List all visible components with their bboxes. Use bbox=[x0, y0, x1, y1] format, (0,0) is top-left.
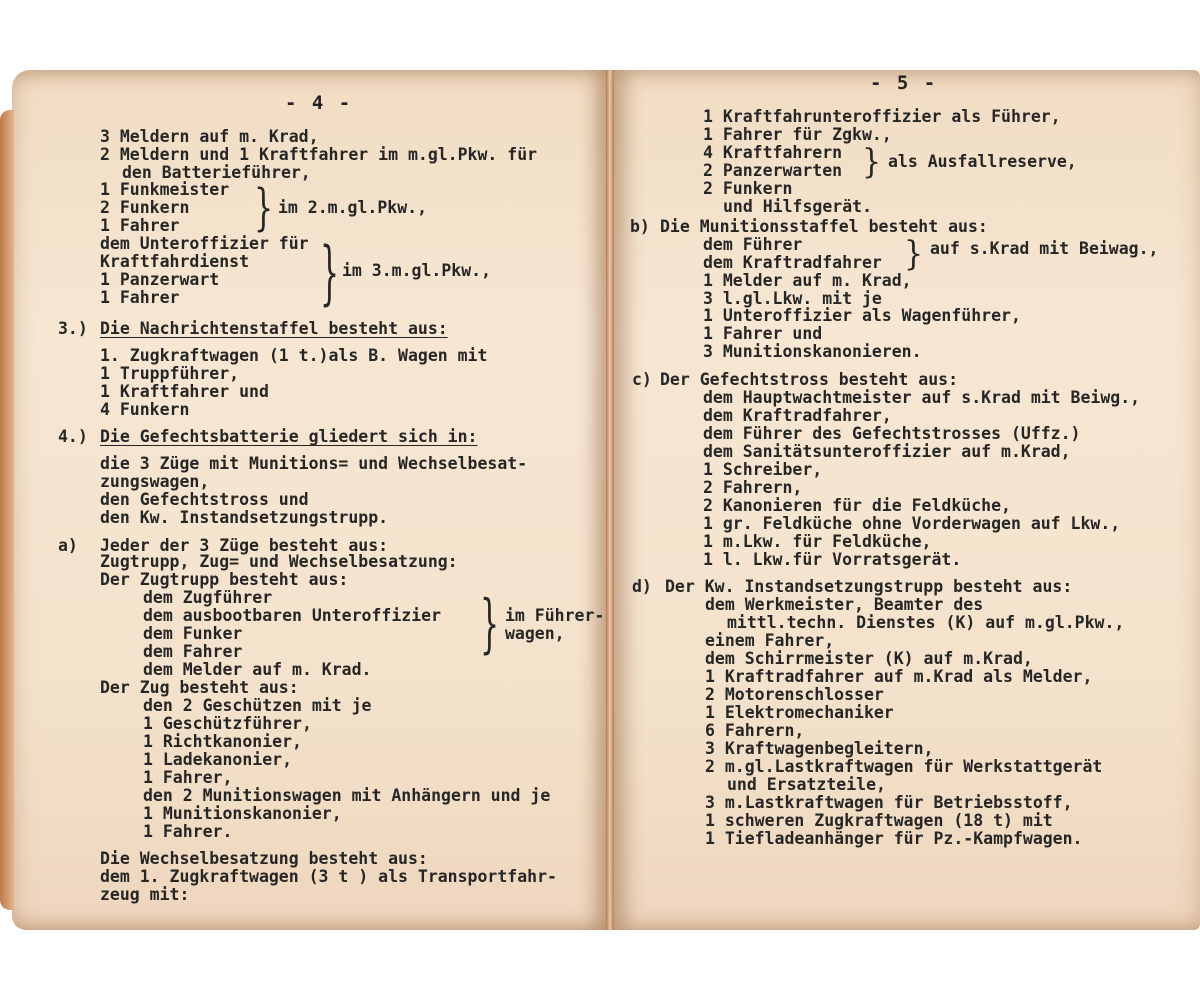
text-line: 3 l.gl.Lkw. mit je bbox=[703, 289, 882, 308]
text-line: dem ausbootbaren Unteroffizier bbox=[143, 606, 442, 625]
text-line: im 2.m.gl.Pkw., bbox=[278, 198, 428, 217]
text-line: 1 Fahrer bbox=[100, 216, 180, 235]
text-line: 2 Fahrern, bbox=[703, 478, 803, 497]
text-line: den 2 Geschützen mit je bbox=[143, 696, 372, 715]
text-line: Jeder der 3 Züge besteht aus: bbox=[100, 536, 389, 555]
text-line: dem Werkmeister, Beamter des bbox=[705, 595, 984, 614]
text-line: einem Fahrer, bbox=[705, 631, 835, 650]
text-line: 1. Zugkraftwagen (1 t.)als B. Wagen mit bbox=[100, 346, 488, 365]
text-line: den Kw. Instandsetzungstrupp. bbox=[100, 508, 389, 527]
book-spine bbox=[606, 70, 614, 930]
text-line: 3.) bbox=[58, 319, 88, 338]
text-line: zeug mit: bbox=[100, 885, 190, 904]
text-line: 1 Kraftfahrer und bbox=[100, 382, 269, 401]
text-line: 2 Funkern bbox=[100, 198, 190, 217]
brace-right-1: } bbox=[862, 143, 882, 183]
text-line: dem Fahrer bbox=[143, 642, 243, 661]
text-line: dem Kraftradfahrer bbox=[703, 253, 882, 272]
text-line: 1 Richtkanonier, bbox=[143, 732, 302, 751]
text-line: 1 Ladekanonier, bbox=[143, 750, 293, 769]
left_page-number: - 4 - bbox=[285, 92, 353, 114]
text-line: c) bbox=[632, 370, 652, 389]
text-line: 1 Kraftradfahrer auf m.Krad als Melder, bbox=[705, 667, 1093, 686]
text-line: dem Funker bbox=[143, 624, 243, 643]
text-line: 1 Fahrer für Zgkw., bbox=[703, 125, 892, 144]
text-line: 1 Fahrer. bbox=[143, 822, 233, 841]
text-line: 2 Funkern bbox=[703, 179, 793, 198]
text-line: Die Gefechtsbatterie gliedert sich in: bbox=[100, 427, 478, 446]
text-line: 4 Funkern bbox=[100, 400, 190, 419]
text-line: Die Nachrichtenstaffel besteht aus: bbox=[100, 319, 448, 338]
text-line: 1 Kraftfahrunteroffizier als Führer, bbox=[703, 107, 1061, 126]
text-line: wagen, bbox=[505, 624, 565, 643]
text-line: 2 m.gl.Lastkraftwagen für Werkstattgerät bbox=[705, 757, 1103, 776]
text-line: 3 Meldern auf m. Krad, bbox=[100, 127, 319, 146]
text-line: 2 Motorenschlosser bbox=[705, 685, 884, 704]
text-line: 1 Unteroffizier als Wagenführer, bbox=[703, 306, 1021, 325]
right_page-number: - 5 - bbox=[870, 72, 938, 94]
text-line: im Führer- bbox=[505, 606, 605, 625]
text-line: dem Hauptwachtmeister auf s.Krad mit Beiwg., bbox=[703, 388, 1141, 407]
text-line: den 2 Munitionswagen mit Anhängern und je bbox=[143, 786, 551, 805]
text-line: 1 l. Lkw.für Vorratsgerät. bbox=[703, 550, 962, 569]
text-line: und Hilfsgerät. bbox=[723, 197, 873, 216]
text-line: a) bbox=[58, 536, 78, 555]
text-line: 6 Fahrern, bbox=[705, 721, 805, 740]
text-line: 2 Panzerwarten bbox=[703, 161, 843, 180]
text-line: 1 gr. Feldküche ohne Vorderwagen auf Lkw., bbox=[703, 514, 1121, 533]
brace-right-2: } bbox=[904, 235, 924, 275]
text-line: dem 1. Zugkraftwagen (3 t ) als Transportfahr- bbox=[100, 867, 557, 886]
text-line: d) bbox=[632, 577, 652, 596]
text-line: Die Wechselbesatzung besteht aus: bbox=[100, 849, 428, 868]
text-line: 1 Truppführer, bbox=[100, 364, 240, 383]
text-line: dem Führer bbox=[703, 235, 803, 254]
text-line: im 3.m.gl.Pkw., bbox=[342, 261, 492, 280]
text-line: 1 Fahrer bbox=[100, 288, 180, 307]
text-line: 1 Fahrer und bbox=[703, 324, 823, 343]
text-line: 2 Meldern und 1 Kraftfahrer im m.gl.Pkw. für bbox=[100, 145, 538, 164]
text-line: mittl.techn. Dienstes (K) auf m.gl.Pkw., bbox=[727, 613, 1125, 632]
text-line: 2 Kanonieren für die Feldküche, bbox=[703, 496, 1011, 515]
text-line: dem Unteroffizier für bbox=[100, 234, 309, 253]
text-line: dem Melder auf m. Krad. bbox=[143, 660, 372, 679]
text-line: 4.) bbox=[58, 427, 88, 446]
text-line: b) bbox=[630, 217, 650, 236]
text-line: als Ausfallreserve, bbox=[888, 152, 1077, 171]
text-line: Der Kw. Instandsetzungstrupp besteht aus: bbox=[665, 577, 1073, 596]
text-line: 1 Munitionskanonier, bbox=[143, 804, 342, 823]
text-line: dem Zugführer bbox=[143, 588, 273, 607]
text-line: dem Schirrmeister (K) auf m.Krad, bbox=[705, 649, 1033, 668]
text-line: den Batterieführer, bbox=[122, 163, 311, 182]
text-line: 1 Elektromechaniker bbox=[705, 703, 894, 722]
text-line: dem Führer des Gefechtstrosses (Uffz.) bbox=[703, 424, 1081, 443]
text-line: Der Zug besteht aus: bbox=[100, 678, 299, 697]
brace-left-3: } bbox=[480, 588, 500, 663]
text-line: und Ersatzteile, bbox=[727, 775, 886, 794]
text-line: 1 Melder auf m. Krad, bbox=[703, 271, 912, 290]
text-line: Kraftfahrdienst bbox=[100, 252, 250, 271]
text-line: Der Gefechtstross besteht aus: bbox=[660, 370, 959, 389]
text-line: den Gefechtstross und bbox=[100, 490, 309, 509]
text-line: Der Zugtrupp besteht aus: bbox=[100, 570, 349, 589]
text-line: dem Sanitätsunteroffizier auf m.Krad, bbox=[703, 442, 1071, 461]
text-line: 1 Tiefladeanhänger für Pz.-Kampfwagen. bbox=[705, 829, 1083, 848]
text-line: 1 Geschützführer, bbox=[143, 714, 312, 733]
text-line: 3 Kraftwagenbegleitern, bbox=[705, 739, 934, 758]
text-line: Die Munitionsstaffel besteht aus: bbox=[660, 217, 988, 236]
text-line: 3 Munitionskanonieren. bbox=[703, 342, 922, 361]
text-line: 1 Panzerwart bbox=[100, 270, 220, 289]
text-line: dem Kraftradfahrer, bbox=[703, 406, 892, 425]
text-line: auf s.Krad mit Beiwag., bbox=[930, 239, 1159, 258]
text-line: Zugtrupp, Zug= und Wechselbesatzung: bbox=[100, 552, 458, 571]
brace-left-1: } bbox=[254, 180, 274, 238]
text-line: 1 m.Lkw. für Feldküche, bbox=[703, 532, 932, 551]
text-line: 1 Funkmeister bbox=[100, 180, 230, 199]
text-line: 1 Schreiber, bbox=[703, 460, 823, 479]
brace-left-2: } bbox=[320, 234, 340, 315]
text-line: 1 Fahrer, bbox=[143, 768, 233, 787]
text-line: zungswagen, bbox=[100, 472, 210, 491]
text-line: die 3 Züge mit Munitions= und Wechselbesat- bbox=[100, 454, 528, 473]
text-line: 1 schweren Zugkraftwagen (18 t) mit bbox=[705, 811, 1053, 830]
text-line: 3 m.Lastkraftwagen für Betriebsstoff, bbox=[705, 793, 1073, 812]
text-line: 4 Kraftfahrern bbox=[703, 143, 843, 162]
